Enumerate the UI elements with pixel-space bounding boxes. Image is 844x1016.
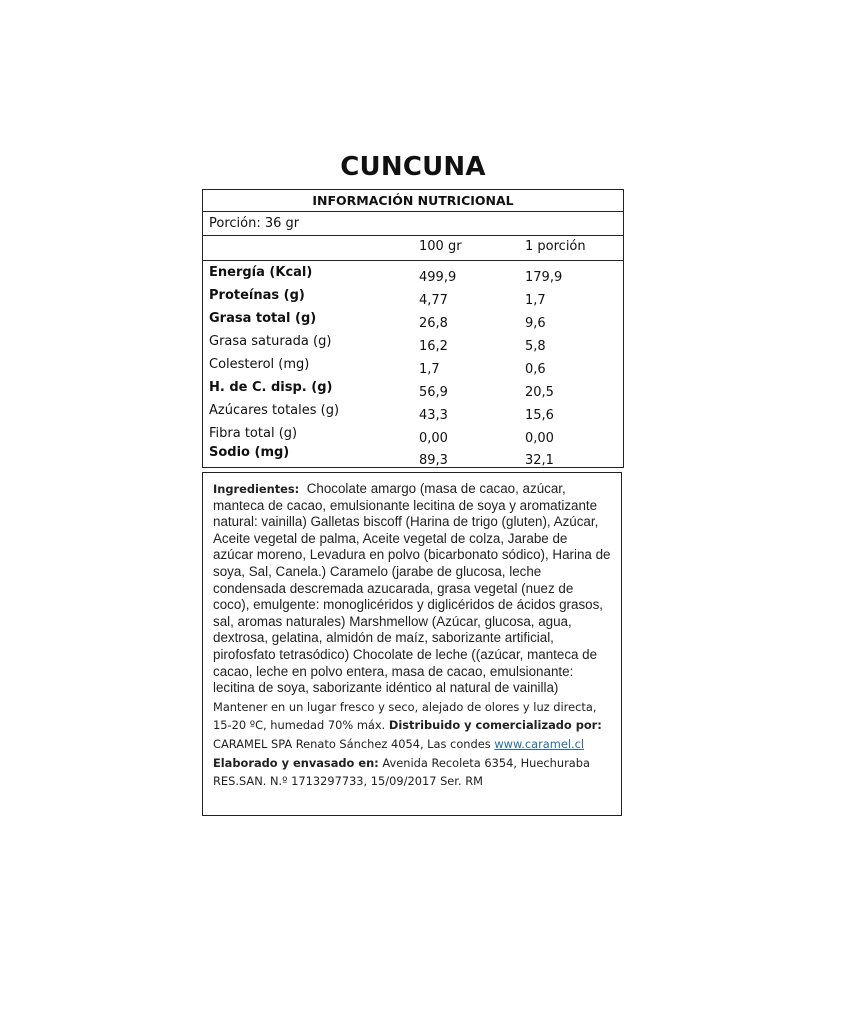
ingredients-list: Chocolate amargo (masa de cacao, azúcar, manteca de cacao, emulsionante lecitina de soya y aromatizante natural: vainilla) Galletas biscoff (Harina de trigo (gluten), Azúcar, Aceite vegetal de palma, Aceite vegetal de colza, Jarabe de azúcar moreno, Levadura en polvo (bicarbonato sódico), Harina de soya, Sal, Canela.) Caramelo (jarabe de glucosa, leche condensada descremada azucarada, grasa vegetal (nuez de coco), emulgente: monoglicéridos y diglicéridos de ácidos grasos, sal, aromas naturales) Marshmellow (Azúcar, glucosa, agua, dextrosa, gelatina, almidón de maíz, saborizante artificial, pirofosfato tetrasódico) Chocolate de leche ((azúcar, manteca de cacao, leche en polvo entera, masa de cacao, emulsionante: lecitina de soya, saborizante idéntico al natural de vainilla): [213, 481, 611, 696]
nutrition-header: INFORMACIÓN NUTRICIONAL: [203, 190, 623, 212]
nutrient-label: Proteínas (g): [209, 288, 305, 303]
nutrient-value-portion: 9,6: [525, 316, 546, 331]
distributed-label: Distribuido y comercializado por:: [388, 718, 602, 733]
column-header-100g: 100 gr: [419, 239, 462, 254]
column-headers: [203, 236, 623, 261]
website-link[interactable]: www.caramel.cl: [494, 736, 585, 751]
made-address: Avenida Recoleta 6354, Huechuraba: [382, 755, 590, 770]
nutrient-list: [203, 261, 623, 471]
nutrient-label: Grasa total (g): [209, 311, 317, 326]
distributor-info: CARAMEL SPA Renato Sánchez 4054, Las condes: [213, 736, 491, 751]
storage-instructions: Mantener en un lugar fresco y seco, alejado de olores y luz directa, 15-20 ºC, humedad 70% máx.: [213, 699, 597, 733]
nutrient-value-100g: 26,8: [419, 316, 448, 331]
nutrient-value-portion: 0,6: [525, 362, 546, 377]
nutrient-row-saturated-fat: [203, 333, 623, 356]
nutrient-value-100g: 1,7: [419, 362, 440, 377]
nutrient-value-portion: 15,6: [525, 408, 554, 423]
nutrient-label: Fibra total (g): [209, 426, 298, 441]
nutrient-row-total-fat: [203, 310, 623, 333]
nutrient-value-portion: 5,8: [525, 339, 546, 354]
nutrient-row-energy: [203, 264, 623, 287]
nutrient-value-100g: 499,9: [419, 270, 457, 285]
column-header-portion: 1 porción: [525, 239, 586, 254]
ingredients-box: [202, 472, 622, 816]
nutrient-label: Azúcares totales (g): [209, 403, 340, 418]
nutrient-value-100g: 43,3: [419, 408, 448, 423]
nutrient-value-portion: 32,1: [525, 453, 554, 468]
ingredients-label: Ingredientes:: [213, 482, 300, 496]
storage-and-distribution: [213, 698, 611, 791]
nutrient-label: H. de C. disp. (g): [209, 380, 333, 395]
nutrient-row-carbohydrates: [203, 379, 623, 402]
nutrient-value-portion: 179,9: [525, 270, 563, 285]
nutrient-value-100g: 89,3: [419, 453, 448, 468]
nutrient-label: Grasa saturada (g): [209, 334, 332, 349]
nutrient-label: Colesterol (mg): [209, 357, 310, 372]
nutrient-label: Energía (Kcal): [209, 265, 313, 280]
nutrient-value-100g: 16,2: [419, 339, 448, 354]
nutrient-value-100g: 0,00: [419, 431, 448, 446]
nutrient-value-100g: 4,77: [419, 293, 448, 308]
nutrition-table: [202, 189, 624, 468]
nutrient-row-sodium: [203, 445, 623, 471]
nutrient-value-portion: 1,7: [525, 293, 546, 308]
product-title: CUNCUNA: [340, 152, 486, 182]
nutrient-row-protein: [203, 287, 623, 310]
health-resolution: RES.SAN. N.º 1713297733, 15/09/2017 Ser. RM: [213, 774, 483, 789]
nutrient-row-cholesterol: [203, 356, 623, 379]
nutrient-label: Sodio (mg): [209, 445, 290, 460]
nutrient-value-portion: 20,5: [525, 385, 554, 400]
nutrient-value-portion: 0,00: [525, 431, 554, 446]
nutrient-row-total-sugars: [203, 402, 623, 425]
ingredients-paragraph: [213, 481, 611, 697]
nutrient-value-100g: 56,9: [419, 385, 448, 400]
portion-size: Porción: 36 gr: [203, 212, 623, 236]
made-label: Elaborado y envasado en:: [213, 755, 379, 770]
